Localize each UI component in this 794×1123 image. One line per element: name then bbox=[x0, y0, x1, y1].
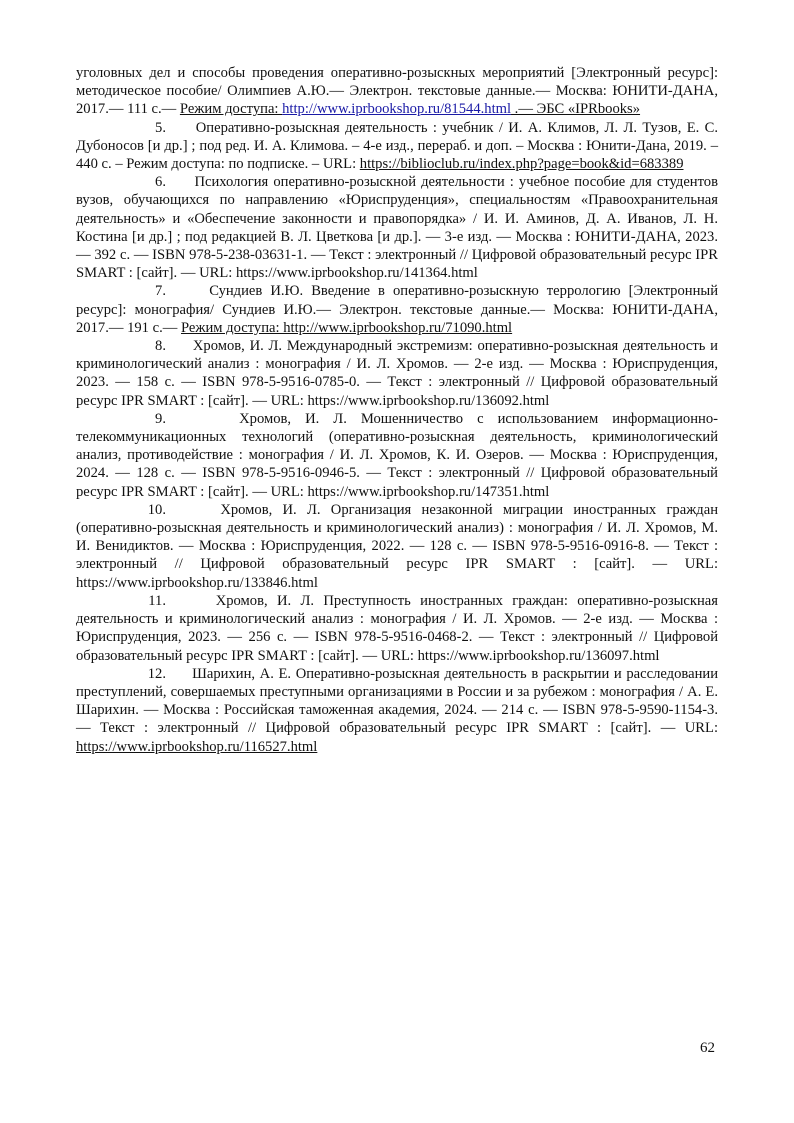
entry-number: 9. bbox=[155, 410, 166, 427]
page-number: 62 bbox=[700, 1040, 715, 1056]
continued-entry bbox=[76, 64, 718, 119]
entry-text: Хромов, И. Л. Международный экстремизм: оперативно-розыскная деятельность и криминологический анализ : монография / И. Л. Хромов. — 2-е изд. — Москва : Юриспруденция, 2023. — 158 c. — ISBN 978-5-9516-0785-0. — Текст : электронный // Цифровой образовательный ресурс IPR SMART : [сайт]. — URL: https://www.iprbookshop.ru/136092.html bbox=[76, 338, 718, 409]
access-label: Режим доступа: bbox=[179, 101, 283, 118]
entry-number: 10. bbox=[147, 501, 166, 518]
reference-entry bbox=[76, 501, 718, 592]
reference-entry bbox=[76, 119, 718, 174]
entry-number: 8. bbox=[155, 338, 166, 355]
reference-entry bbox=[76, 282, 718, 337]
continued-entry-tail: .— ЭБС «IPRbooks» bbox=[511, 101, 641, 118]
entry-number: 12. bbox=[147, 665, 166, 682]
entry-text: Оперативно-розыскная деятельность : учебник / И. А. Климов, Л. Л. Тузов, Е. С. Дубоносов [и др.] ; под ред. И. А. Климова. – 4-е изд., перераб. и доп. – Москва : Юнити-Дана, 2019. – 440 с. – Режим доступа: по подписке. – URL: bbox=[76, 119, 718, 173]
reference-entry bbox=[76, 410, 718, 501]
continued-entry-link[interactable]: http://www.iprbookshop.ru/81544.html bbox=[282, 101, 512, 118]
entry-text: Психология оперативно-розыскной деятельности : учебное пособие для студентов вузов, обучающихся по направлению «Юриспруденция», специальностям «Правоохранительная деятельность» и «Обеспечение законности и правопорядка» / И. И. Аминов, Д. А. Иванов, Л. Н. Костина [и др.] ; под редакцией В. Л. Цветкова [и др.]. — 3-е изд. — Москва : ЮНИТИ-ДАНА, 2023. — 392 c. — ISBN 978-5-238-03631-1. — Текст : электронный // Цифровой образовательный ресурс IPR SMART : [сайт]. — URL: https://www.iprbookshop.ru/141364.html bbox=[76, 174, 718, 282]
reference-list bbox=[76, 64, 718, 756]
entry-number: 5. bbox=[155, 119, 166, 136]
reference-entry bbox=[76, 173, 718, 282]
entry-text: Хромов, И. Л. Организация незаконной миграции иностранных граждан (оперативно-розыскная деятельность и криминологический анализ) : монография / И. Л. Хромов, М. И. Венидиктов. — Москва : Юриспруденция, 2022. — 128 c. — ISBN 978-5-9516-0916-8. — Текст : электронный // Цифровой образовательный ресурс IPR SMART : [сайт]. — URL: https://www.iprbookshop.ru/133846.html bbox=[76, 501, 719, 591]
entry-text: Шарихин, А. Е. Оперативно-розыскная деятельность в раскрытии и расследовании преступлений, совершаемых преступными организациями в России и за рубежом : монография / А. Е. Шарихин. — Москва : Российская таможенная академия, 2024. — 214 c. — ISBN 978-5-9590-1154-3. — Текст : электронный // Цифровой образовательный ресурс IPR SMART : [сайт]. — URL: bbox=[76, 665, 719, 737]
continued-entry-text: уголовных дел и способы проведения оперативно-розыскных мероприятий [Электронный ресурс]: методическое пособие/ Олимпиев А.Ю.— Электрон. текстовые данные.— Москва: ЮНИТИ-ДАНА, 2017.— 111 c.— bbox=[76, 65, 718, 118]
reference-entry bbox=[76, 665, 718, 756]
entry-link[interactable]: Режим доступа: http://www.iprbookshop.ru/71090.html bbox=[181, 319, 513, 336]
entry-text: Хромов, И. Л. Мошенничество с использованием информационно-телекоммуникационных технологий (оперативно-розыскная деятельность, криминологический анализ, противодействие : монография / И. Л. Хромов, К. И. Озеров. — Москва : Юриспруденция, 2024. — 128 c. — ISBN 978-5-9516-0946-5. — Текст : электронный // Цифровой образовательный ресурс IPR SMART : [сайт]. — URL: https://www.iprbookshop.ru/147351.html bbox=[76, 410, 718, 500]
reference-entry bbox=[76, 592, 718, 665]
entry-link[interactable]: https://www.iprbookshop.ru/116527.html bbox=[76, 738, 318, 755]
entry-number: 11. bbox=[148, 592, 166, 609]
entry-link[interactable]: https://biblioclub.ru/index.php?page=book&id=683389 bbox=[359, 156, 684, 173]
reference-entry bbox=[76, 337, 718, 410]
entry-text: Сундиев И.Ю. Введение в оперативно-розыскную террологию [Электронный ресурс]: монография/ Сундиев И.Ю.— Электрон. текстовые данные.— Москва: ЮНИТИ-ДАНА, 2017.— 191 c.— bbox=[76, 283, 719, 336]
entry-number: 6. bbox=[155, 174, 166, 191]
entries-container bbox=[76, 119, 718, 756]
entry-number: 7. bbox=[155, 283, 166, 300]
entry-text: Хромов, И. Л. Преступность иностранных граждан: оперативно-розыскная деятельность и криминологический анализ : монография / И. Л. Хромов. — 2-е изд. — Москва : Юриспруденция, 2023. — 256 c. — ISBN 978-5-9516-0468-2. — Текст : электронный // Цифровой образовательный ресурс IPR SMART : [сайт]. — URL: https://www.iprbookshop.ru/136097.html bbox=[76, 592, 718, 664]
